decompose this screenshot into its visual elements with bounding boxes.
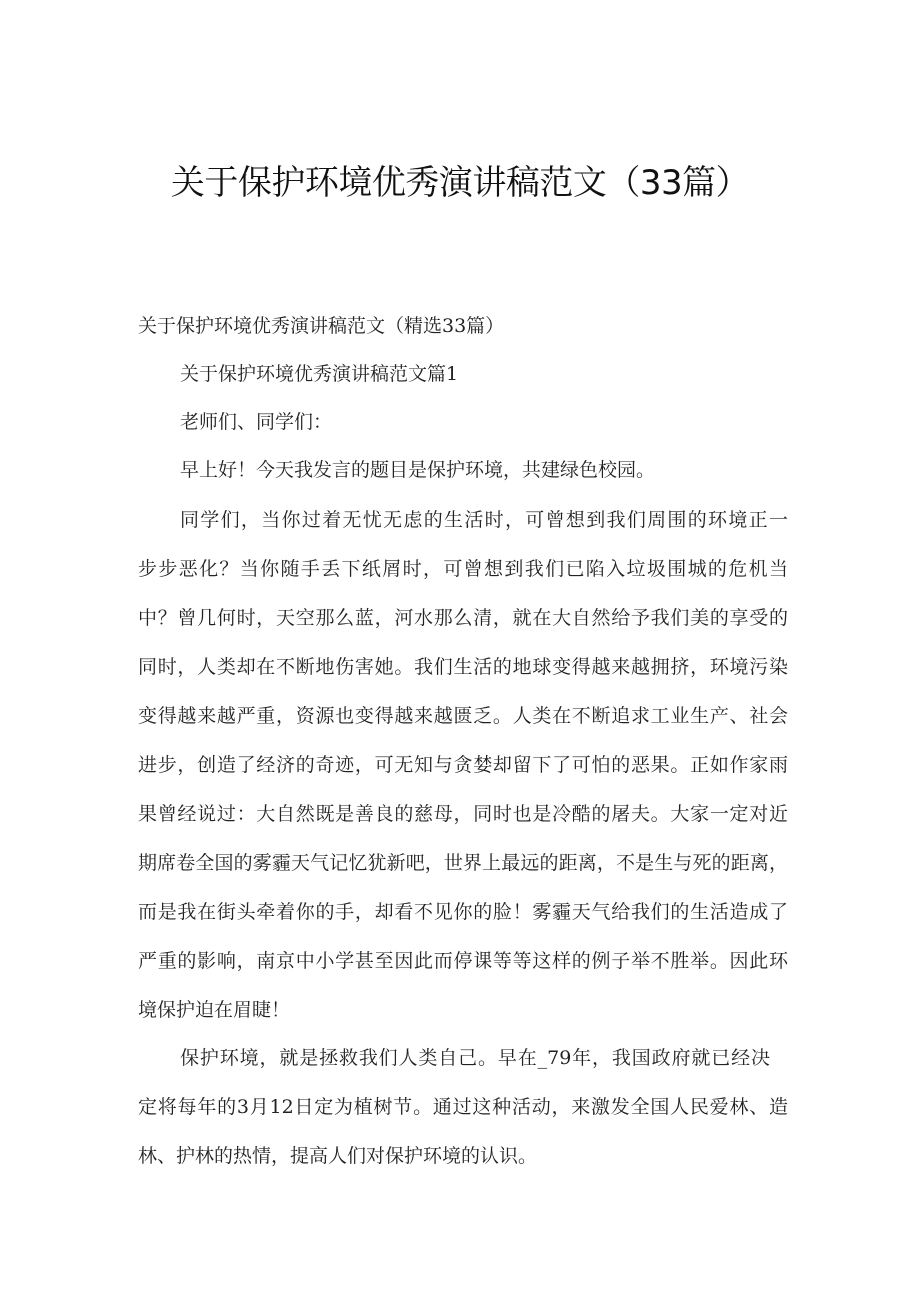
paragraph-line: 变得越来越严重，资源也变得越来越匮乏。人类在不断追求工业生产、社会 — [138, 705, 788, 727]
paragraph-line: 定将每年的3月12日定为植树节。通过这种活动，来激发全国人民爱林、造 — [138, 1096, 788, 1118]
paragraph-line: 同时，人类却在不断地伤害她。我们生活的地球变得越来越拥挤，环境污染 — [138, 656, 788, 678]
greeting: 老师们、同学们： — [180, 411, 333, 433]
paragraph-line: 期席卷全国的雾霾天气记忆犹新吧，世界上最远的距离，不是生与死的距离， — [138, 852, 788, 874]
paragraph-line: 中？曾几何时，天空那么蓝，河水那么清，就在大自然给予我们美的享受的 — [138, 607, 788, 629]
paragraph-line: 而是我在街头牵着你的手，却看不见你的脸！雾霾天气给我们的生活造成了 — [138, 901, 788, 923]
paragraph-line: 进步，创造了经济的奇迹，可无知与贪婪却留下了可怕的恶果。正如作家雨 — [138, 754, 788, 776]
paragraph-line: 同学们，当你过着无忧无虑的生活时，可曾想到我们周围的环境正一 — [180, 509, 788, 531]
section-heading: 关于保护环境优秀演讲稿范文篇1 — [180, 363, 459, 385]
paragraph-line: 林、护林的热情，提高人们对保护环境的认识。 — [138, 1145, 538, 1167]
opening-line: 早上好！今天我发言的题目是保护环境，共建绿色校园。 — [180, 459, 656, 481]
document-subtitle: 关于保护环境优秀演讲稿范文（精选33篇） — [138, 315, 505, 337]
paragraph-line: 保护环境，就是拯救我们人类自己。早在_79年，我国政府就已经决 — [180, 1047, 770, 1069]
paragraph-line: 步步恶化？当你随手丢下纸屑时，可曾想到我们已陷入垃圾围城的危机当 — [138, 558, 788, 580]
paragraph-line: 严重的影响，南京中小学甚至因此而停课等等这样的例子举不胜举。因此环 — [138, 950, 788, 972]
document-title: 关于保护环境优秀演讲稿范文（33篇） — [170, 163, 750, 203]
paragraph-line: 果曾经说过：大自然既是善良的慈母，同时也是冷酷的屠夫。大家一定对近 — [138, 803, 788, 825]
paragraph-line: 境保护迫在眉睫！ — [138, 999, 291, 1021]
